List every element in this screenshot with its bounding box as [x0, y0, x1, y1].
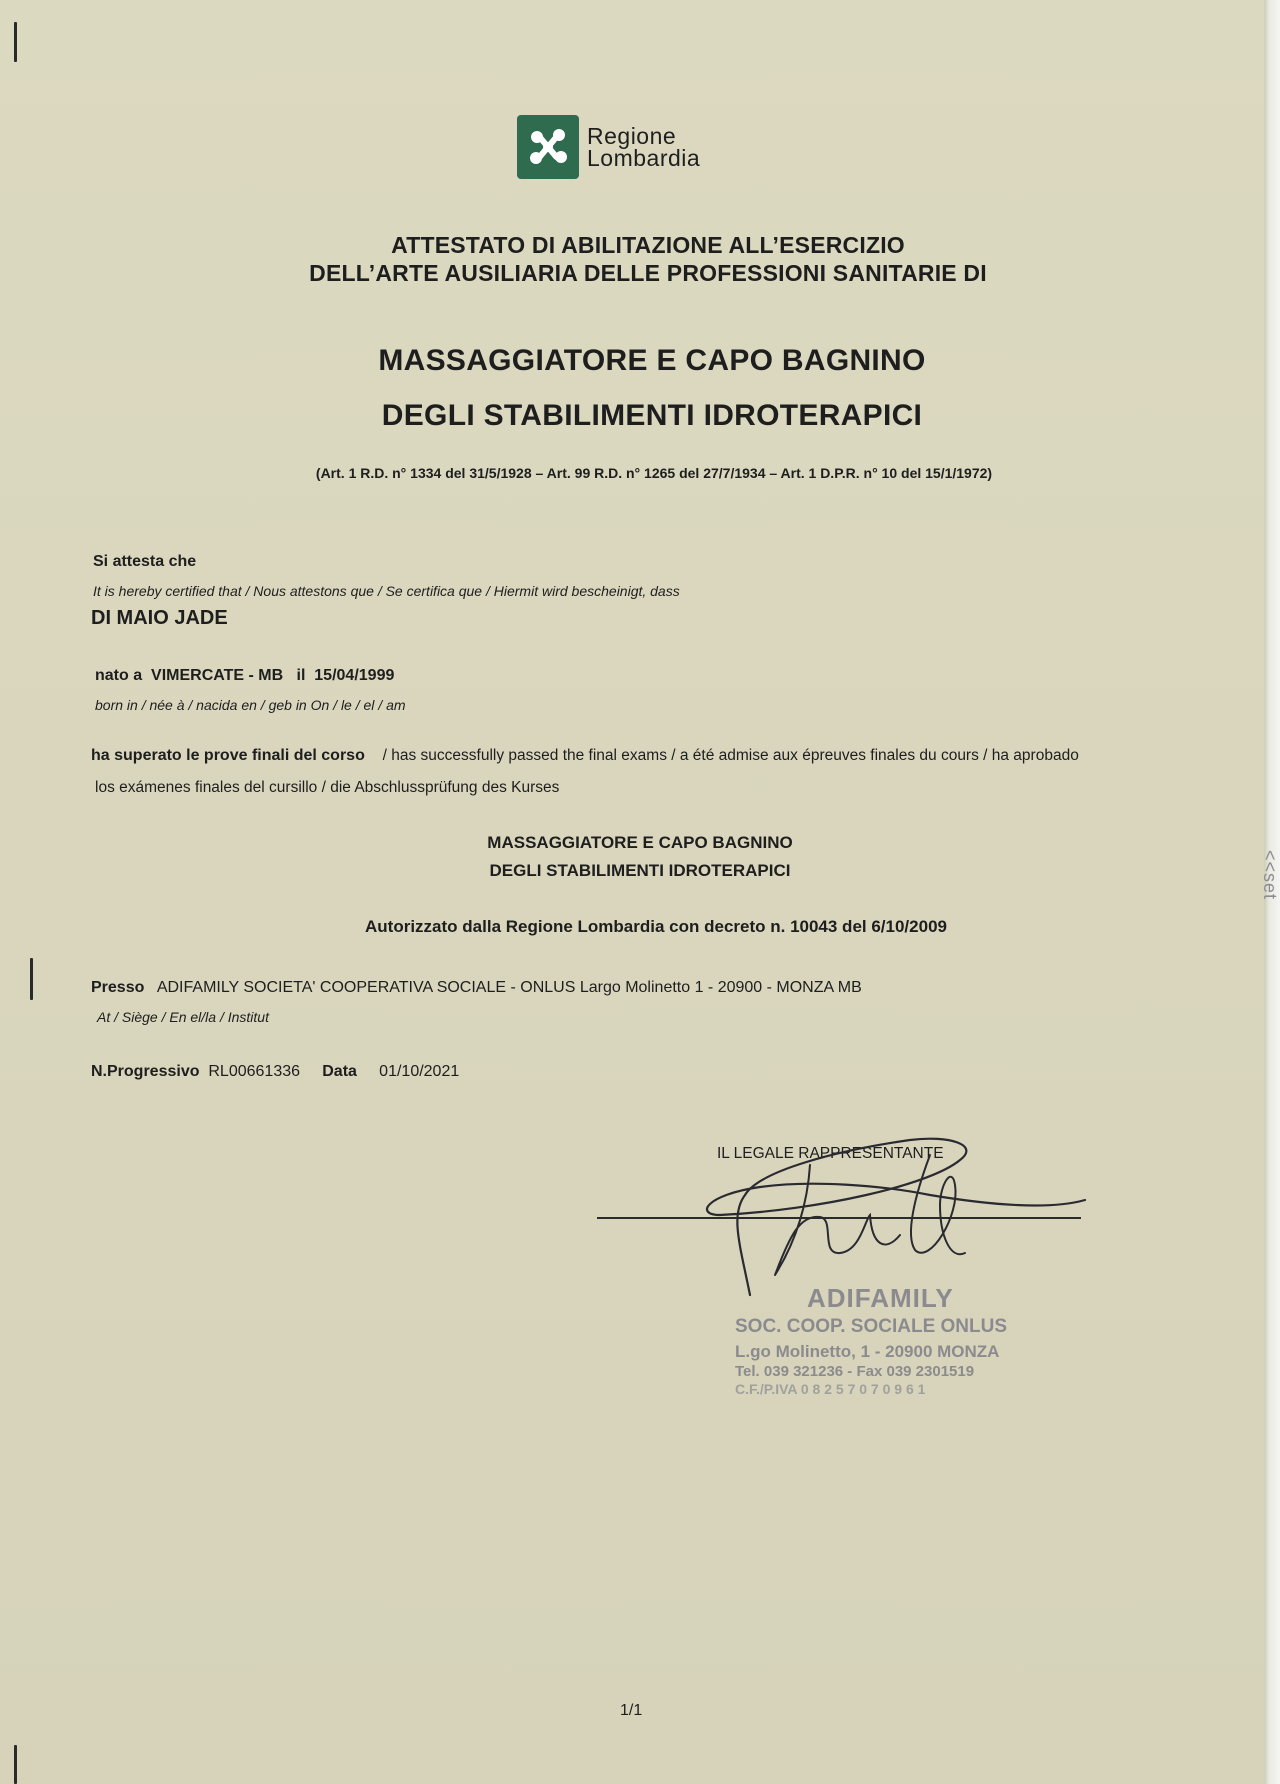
stamp-line1: ADIFAMILY: [807, 1283, 954, 1313]
profession-title-line2: DEGLI STABILIMENTI IDROTERAPICI: [381, 399, 923, 432]
institution-label: Presso: [91, 979, 145, 996]
document-title-line1: ATTESTATO DI ABILITAZIONE ALL’ESERCIZIO: [391, 232, 905, 258]
edge-mark: [14, 1745, 17, 1784]
organization-stamp: [735, 1283, 1007, 1397]
institution-line: [91, 979, 862, 997]
logo-line1: Regione: [587, 123, 677, 149]
birth-info: [95, 667, 394, 685]
birth-translations: born in / née à / nacida en / geb in On / le / el / am: [95, 697, 406, 713]
legal-reference: (Art. 1 R.D. n° 1334 del 31/5/1928 – Art. 99 R.D. n° 1265 del 27/7/1934 – Art. 1 D.P.R. n° 10 del 15/1/1972): [315, 465, 993, 481]
stamp-line3: L.go Molinetto, 1 - 20900 MONZA: [735, 1342, 1000, 1361]
profession-title-line1: MASSAGGIATORE E CAPO BAGNINO: [378, 344, 926, 377]
exam-translation-line2: los exámenes finales del cursillo / die Abschlussprüfung des Kurses: [95, 779, 560, 796]
page-number: 1/1: [620, 1702, 643, 1719]
certification-label: Si attesta che: [93, 553, 197, 570]
stamp-line5: C.F./P.IVA 0 8 2 5 7 0 7 0 9 6 1: [735, 1381, 926, 1397]
side-note: <<set: [1260, 849, 1280, 900]
course-line2: DEGLI STABILIMENTI IDROTERAPICI: [489, 861, 791, 880]
logo-line2: Lombardia: [587, 145, 701, 171]
document-title-line2: DELL’ARTE AUSILIARIA DELLE PROFESSIONI SANITARIE DI: [309, 260, 987, 286]
edge-mark: [14, 22, 17, 62]
date-label: Data: [322, 1063, 357, 1080]
signature-label: IL LEGALE RAPPRESENTANTE: [717, 1145, 944, 1162]
regione-lombardia-logo: [517, 115, 700, 179]
progressive-value: RL00661336: [208, 1063, 301, 1080]
exam-label: ha superato le prove finali del corso: [91, 747, 365, 764]
born-label: nato a: [95, 667, 143, 684]
stamp-line4: Tel. 039 321236 - Fax 039 2301519: [735, 1363, 975, 1380]
certification-translations: It is hereby certified that / Nous attestons que / Se certifica que / Hiermit wird bescheinigt, dass: [93, 583, 680, 599]
exam-line1: [91, 747, 1079, 765]
progressive-label: N.Progressivo: [91, 1063, 200, 1080]
edge-mark: [30, 958, 33, 1000]
date-value: 01/10/2021: [379, 1063, 460, 1080]
institution-value: ADIFAMILY SOCIETA' COOPERATIVA SOCIALE - ONLUS Largo Molinetto 1 - 20900 - MONZA MB: [156, 979, 862, 996]
birth-date: 15/04/1999: [314, 667, 395, 684]
institution-translations: At / Siège / En el/la / Institut: [97, 1009, 269, 1025]
stamp-line2: SOC. COOP. SOCIALE ONLUS: [735, 1316, 1008, 1337]
exam-translation-line1: / has successfully passed the final exams / a été admise aux épreuves finales du cours / ha aprobado: [382, 747, 1079, 764]
logo-emblem: [517, 115, 579, 179]
rosa-camuna-icon: [524, 123, 572, 171]
on-label: il: [296, 667, 306, 684]
holder-name: DI MAIO JADE: [91, 607, 228, 629]
authorization-text: Autorizzato dalla Regione Lombardia con decreto n. 10043 del 6/10/2009: [365, 917, 947, 936]
birth-place: VIMERCATE - MB: [151, 667, 284, 684]
logo-text: [587, 125, 700, 169]
registry-line: [91, 1063, 459, 1081]
course-line1: MASSAGGIATORE E CAPO BAGNINO: [487, 833, 793, 852]
